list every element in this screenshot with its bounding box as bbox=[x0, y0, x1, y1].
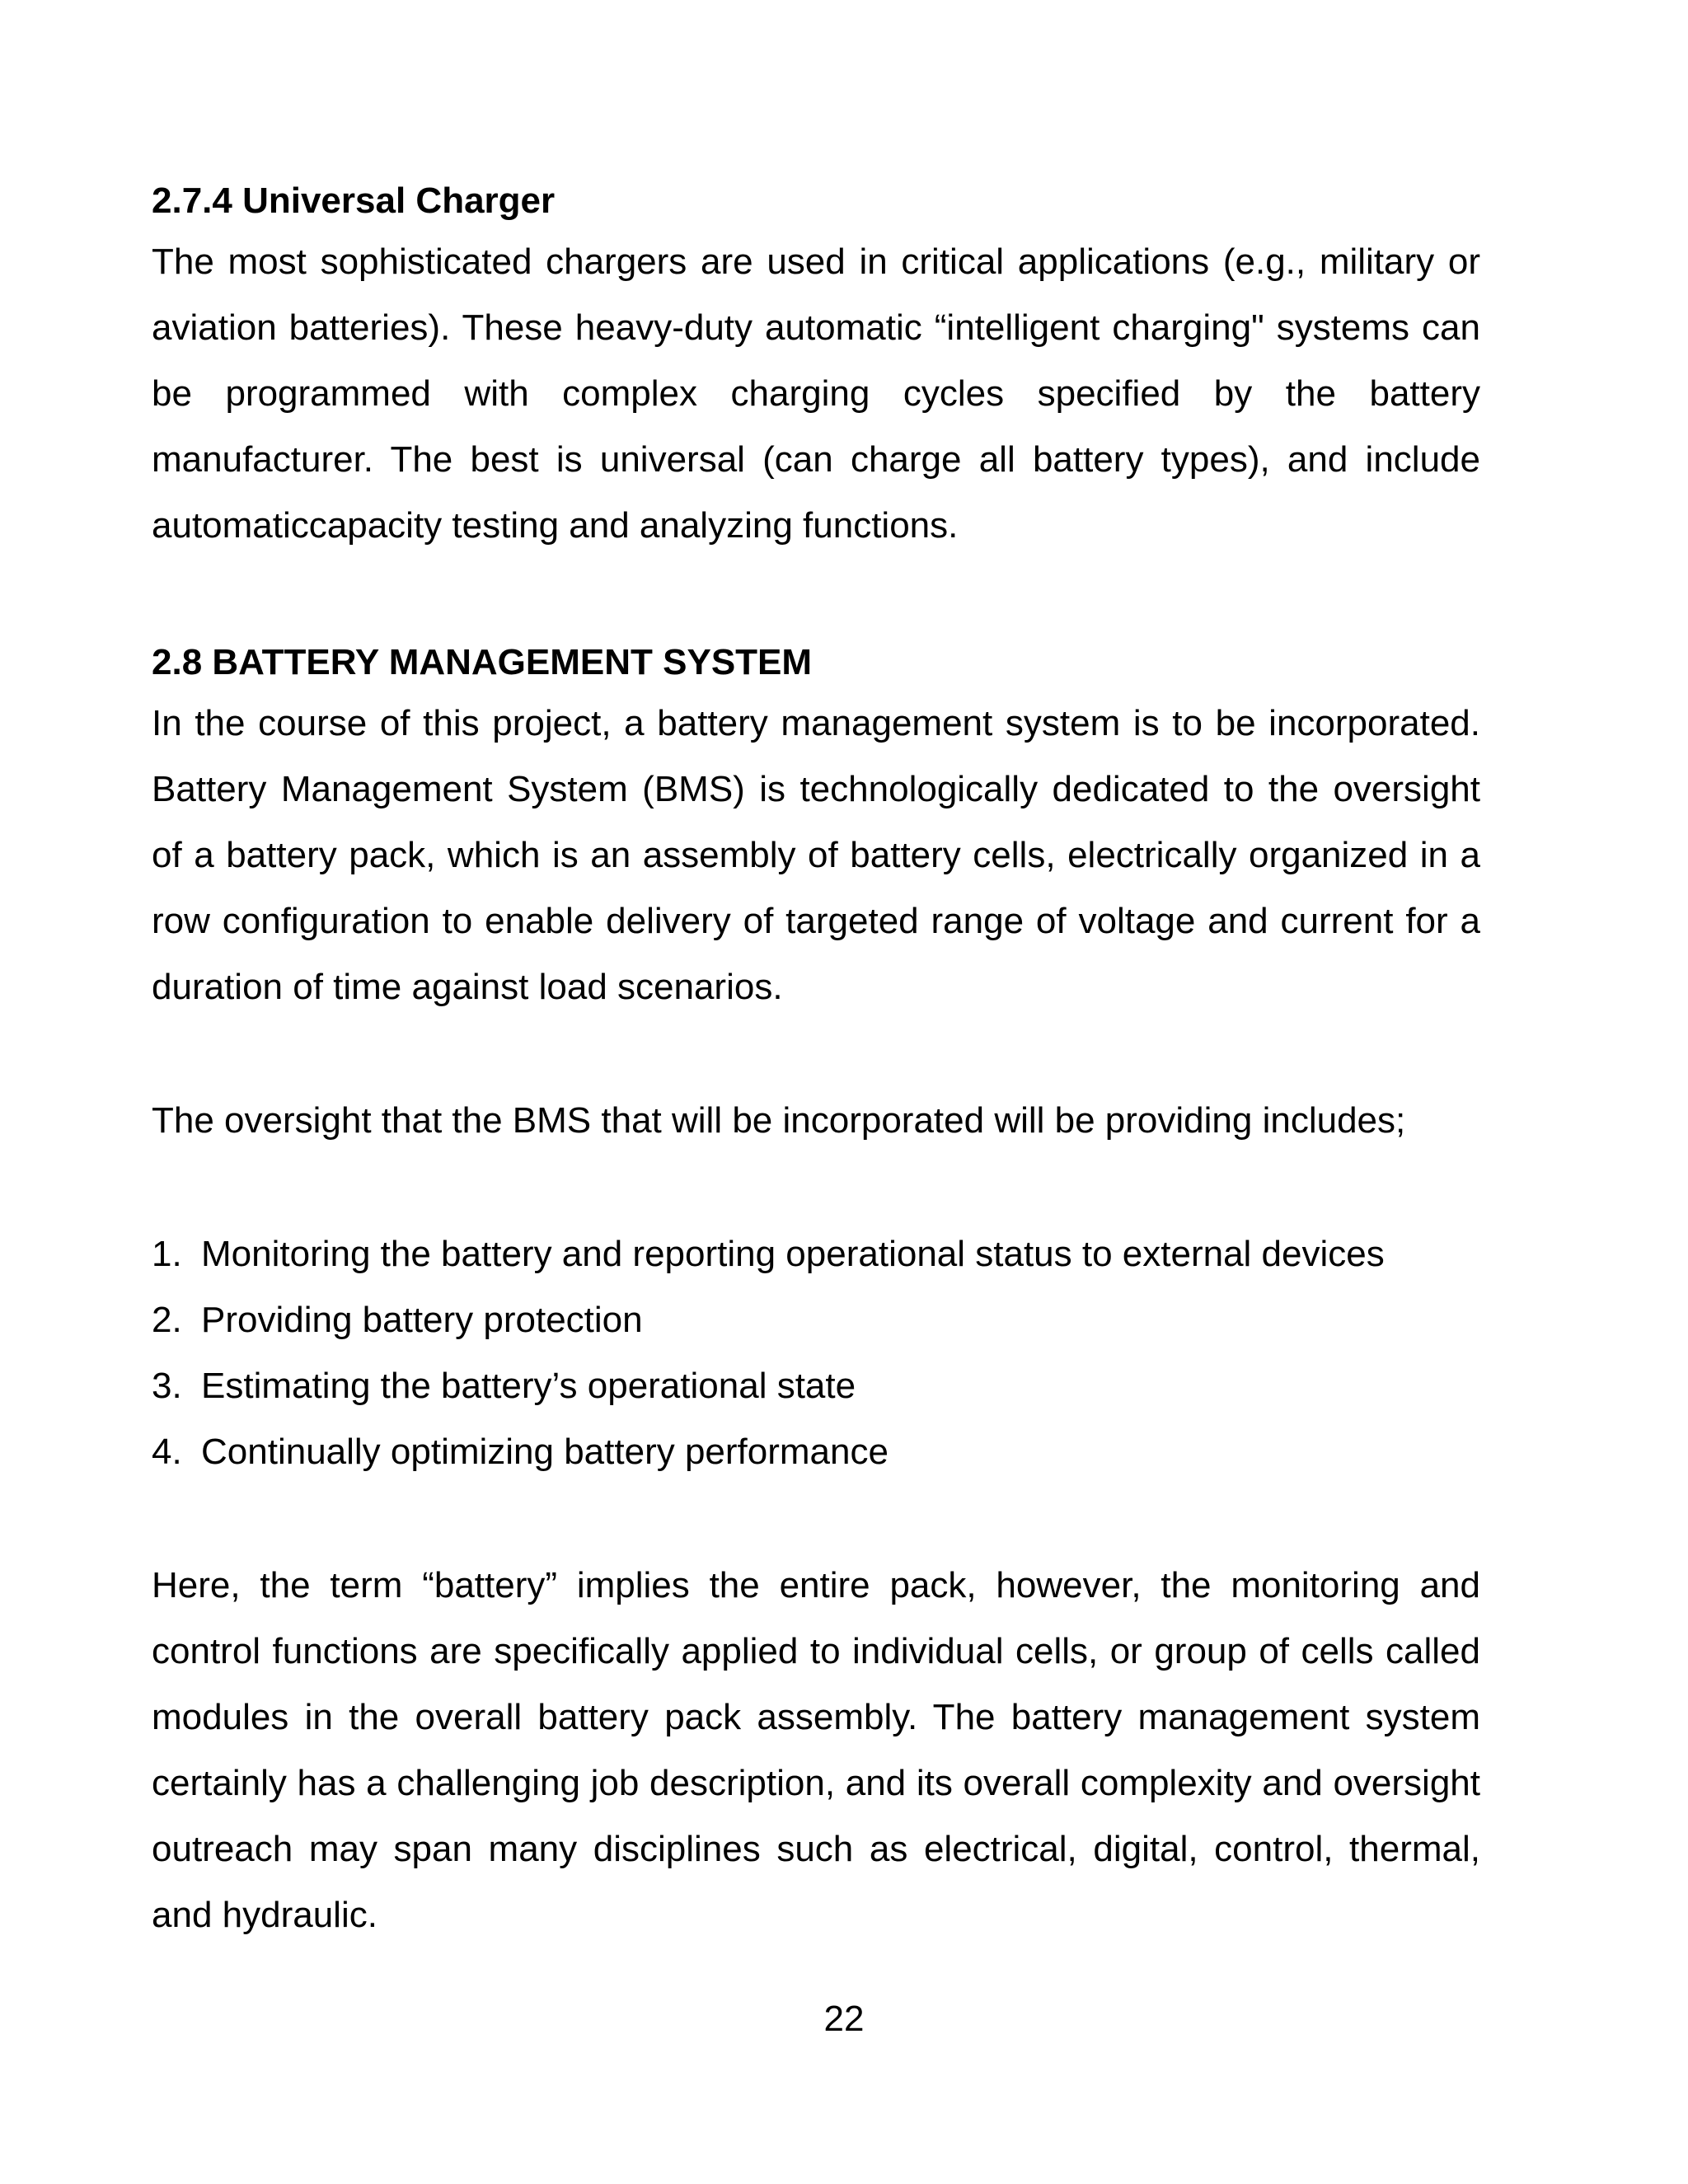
spacer bbox=[152, 559, 1480, 635]
list-item-number: 4. bbox=[152, 1432, 182, 1472]
list-item-number: 1. bbox=[152, 1234, 182, 1274]
list-item bbox=[152, 1287, 1480, 1353]
document-page bbox=[152, 173, 1480, 1948]
paragraph-bms-intro: In the course of this project, a battery management system is to be incorporated. Battery Management System (BMS) is technologically dedicated to the oversight of a battery pack, which is an assembly of battery cells, electrically organized in a row configuration to enable delivery of targeted range of voltage and current for a duration of time against load scenarios. bbox=[152, 703, 1480, 1007]
list-item-text: Continually optimizing battery performance bbox=[201, 1432, 889, 1472]
section-heading-universal-charger: 2.7.4 Universal Charger bbox=[152, 180, 556, 221]
list-item-number: 2. bbox=[152, 1300, 182, 1340]
spacer bbox=[152, 1154, 1480, 1221]
paragraph-bms-oversight: The oversight that the BMS that will be incorporated will be providing includes; bbox=[152, 1100, 1406, 1141]
paragraph-universal-charger: The most sophisticated chargers are used in critical applications (e.g., military or aviation batteries). These heavy-duty automatic “intelligent charging" systems can be programmed with complex charging cycles specified by the battery manufacturer. The best is universal (can charge all battery types), and include automaticcapacity testing and analyzing functions. bbox=[152, 241, 1480, 546]
page-number: 22 bbox=[823, 1999, 865, 2039]
list-item-text: Monitoring the battery and reporting operational status to external devices bbox=[201, 1234, 1385, 1274]
list-item-text: Estimating the battery’s operational state bbox=[201, 1366, 856, 1406]
spacer bbox=[152, 1485, 1480, 1553]
section-heading-bms: 2.8 BATTERY MANAGEMENT SYSTEM bbox=[152, 642, 813, 682]
list-item bbox=[152, 1353, 1480, 1419]
spacer bbox=[152, 1020, 1480, 1088]
bms-functions-list bbox=[152, 1221, 1480, 1485]
list-item bbox=[152, 1221, 1480, 1287]
paragraph-battery-term: Here, the term “battery” implies the entire pack, however, the monitoring and control functions are specifically applied to individual cells, or group of cells called modules in the overall battery pack assembly. The battery management system certainly has a challenging job description, and its overall complexity and oversight outreach may span many disciplines such as electrical, digital, control, thermal, and hydraulic. bbox=[152, 1565, 1480, 1935]
list-item-text: Providing battery protection bbox=[201, 1300, 643, 1340]
list-item bbox=[152, 1419, 1480, 1485]
list-item-number: 3. bbox=[152, 1366, 182, 1406]
